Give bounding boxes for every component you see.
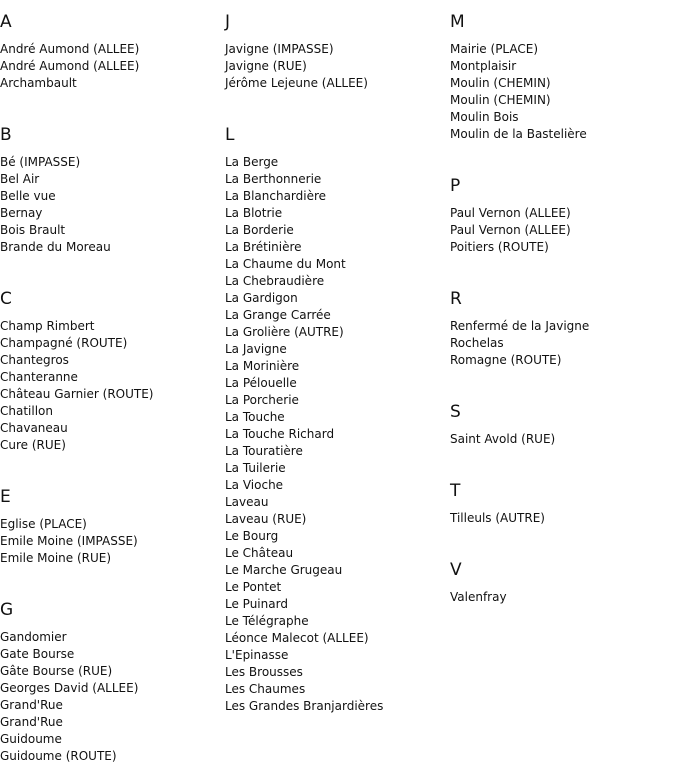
street-link[interactable]: La Vioche [225,478,284,492]
street-link[interactable]: Laveau (RUE) [225,512,307,526]
section-letter-heading: S [450,402,461,422]
street-link[interactable]: Gandomier [0,630,67,644]
street-link[interactable]: Brande du Moreau [0,240,111,254]
section-spacer [450,256,670,277]
street-link[interactable]: Renfermé de la Javigne [450,319,590,333]
street-link[interactable]: Chatillon [0,404,53,418]
street-column-1 [0,0,220,765]
street-link[interactable]: La Brétinière [225,240,302,254]
letter-section [450,480,670,548]
street-link[interactable]: Chantegros [0,353,69,367]
letter-section [0,486,220,588]
street-link[interactable]: Javigne (RUE) [225,59,307,73]
street-link[interactable]: Bernay [0,206,43,220]
street-link[interactable]: Les Brousses [225,665,303,679]
section-spacer [0,256,220,277]
street-link[interactable]: Les Grandes Branjardières [225,699,384,713]
street-link[interactable]: Les Chaumes [225,682,306,696]
street-link[interactable]: Moulin Bois [450,110,519,124]
section-letter-heading: L [225,125,235,145]
street-link[interactable]: Belle vue [0,189,56,203]
section-spacer [450,143,670,164]
street-link[interactable]: La Berthonnerie [225,172,322,186]
street-link[interactable]: La Morinière [225,359,300,373]
letter-section [450,11,670,164]
street-link[interactable]: Bois Brault [0,223,66,237]
street-list [225,154,445,715]
street-link[interactable]: Gate Bourse [0,647,75,661]
section-letter-heading: R [450,289,462,309]
section-letter-heading: T [450,481,461,501]
street-list [0,318,220,454]
letter-section [450,401,670,469]
street-link[interactable]: Le Marche Grugeau [225,563,343,577]
street-link[interactable]: La Touche Richard [225,427,335,441]
street-link[interactable]: Bel Air [0,172,40,186]
letter-section [450,288,670,390]
section-spacer [0,567,220,588]
street-link[interactable]: Champagné (ROUTE) [0,336,128,350]
section-letter-heading: G [0,600,14,620]
street-link[interactable]: Le Puinard [225,597,288,611]
street-link[interactable]: La Grange Carrée [225,308,331,322]
street-link[interactable]: Grand'Rue [0,715,63,729]
letter-section [0,11,220,113]
street-link[interactable]: Guidoume [0,732,62,746]
street-link[interactable]: Mairie (PLACE) [450,42,539,56]
street-link[interactable]: Gâte Bourse (RUE) [0,664,113,678]
street-link[interactable]: Paul Vernon (ALLEE) [450,223,571,237]
street-link[interactable]: Le Pontet [225,580,282,594]
section-spacer [0,92,220,113]
section-spacer [0,454,220,475]
street-link[interactable]: La Touche [225,410,285,424]
street-link[interactable]: La Javigne [225,342,287,356]
section-letter-heading: B [0,125,12,145]
street-list [0,154,220,256]
street-link[interactable]: Valenfray [450,590,507,604]
street-link[interactable]: Tilleuls (AUTRE) [450,511,545,525]
street-link[interactable]: La Borderie [225,223,294,237]
street-list [450,318,670,369]
street-link[interactable]: La Gardigon [225,291,298,305]
street-link[interactable]: Chavaneau [0,421,68,435]
street-link[interactable]: La Blanchardière [225,189,327,203]
street-link[interactable]: La Tuilerie [225,461,286,475]
street-column-2 [225,0,445,715]
street-link[interactable]: Poitiers (ROUTE) [450,240,549,254]
street-link[interactable]: La Berge [225,155,279,169]
street-link[interactable]: André Aumond (ALLEE) [0,42,140,56]
street-link[interactable]: Léonce Malecot (ALLEE) [225,631,369,645]
street-link[interactable]: Bé (IMPASSE) [0,155,81,169]
section-spacer [450,448,670,469]
section-spacer [450,369,670,390]
section-letter-heading: A [0,12,12,32]
street-link[interactable]: Le Bourg [225,529,279,543]
section-spacer [450,527,670,548]
street-link[interactable]: Emile Moine (RUE) [0,551,112,565]
section-letter-heading: P [450,176,461,196]
street-link[interactable]: Javigne (IMPASSE) [225,42,334,56]
section-spacer [225,92,445,113]
letter-section [225,11,445,113]
letter-section [0,288,220,475]
letter-section [450,559,670,606]
street-list [450,41,670,143]
street-list [0,41,220,92]
section-letter-heading: M [450,12,465,32]
street-link[interactable]: Laveau [225,495,269,509]
street-link[interactable]: La Pélouelle [225,376,297,390]
letter-section [450,175,670,277]
street-link[interactable]: Rochelas [450,336,504,350]
street-link[interactable]: Romagne (ROUTE) [450,353,562,367]
street-link[interactable]: La Blotrie [225,206,283,220]
letter-section [0,599,220,765]
street-link[interactable]: La Chaume du Mont [225,257,346,271]
section-letter-heading: C [0,289,12,309]
street-list [450,589,670,606]
street-link[interactable]: Paul Vernon (ALLEE) [450,206,571,220]
street-link[interactable]: Le Télégraphe [225,614,309,628]
street-column-3 [450,0,670,606]
street-list [450,205,670,256]
street-link[interactable]: Jérôme Lejeune (ALLEE) [225,76,368,90]
section-letter-heading: V [450,560,462,580]
street-link[interactable]: Moulin (CHEMIN) [450,93,551,107]
street-link[interactable]: La Grolière (AUTRE) [225,325,344,339]
street-link[interactable]: Champ Rimbert [0,319,95,333]
street-list [450,431,670,448]
street-list [450,510,670,527]
letter-section [0,124,220,277]
street-link[interactable]: André Aumond (ALLEE) [0,59,140,73]
street-link[interactable]: Guidoume (ROUTE) [0,749,117,763]
street-link[interactable]: Château Garnier (ROUTE) [0,387,154,401]
street-link[interactable]: La Touratière [225,444,303,458]
letter-section [225,124,445,715]
street-link[interactable]: Georges David (ALLEE) [0,681,139,695]
street-list [0,516,220,567]
street-link[interactable]: Montplaisir [450,59,517,73]
street-link[interactable]: Eglise (PLACE) [0,517,87,531]
street-link[interactable]: Grand'Rue [0,698,63,712]
street-list [0,629,220,765]
street-link[interactable]: La Porcherie [225,393,299,407]
street-link[interactable]: Le Château [225,546,294,560]
section-letter-heading: E [0,487,11,507]
street-link[interactable]: L'Epinasse [225,648,289,662]
street-link[interactable]: Archambault [0,76,77,90]
street-list [225,41,445,92]
street-link[interactable]: Moulin de la Bastelière [450,127,587,141]
street-link[interactable]: La Chebraudière [225,274,325,288]
street-link[interactable]: Emile Moine (IMPASSE) [0,534,138,548]
street-link[interactable]: Chanteranne [0,370,78,384]
street-link[interactable]: Cure (RUE) [0,438,66,452]
section-letter-heading: J [225,12,231,32]
street-link[interactable]: Saint Avold (RUE) [450,432,556,446]
street-link[interactable]: Moulin (CHEMIN) [450,76,551,90]
